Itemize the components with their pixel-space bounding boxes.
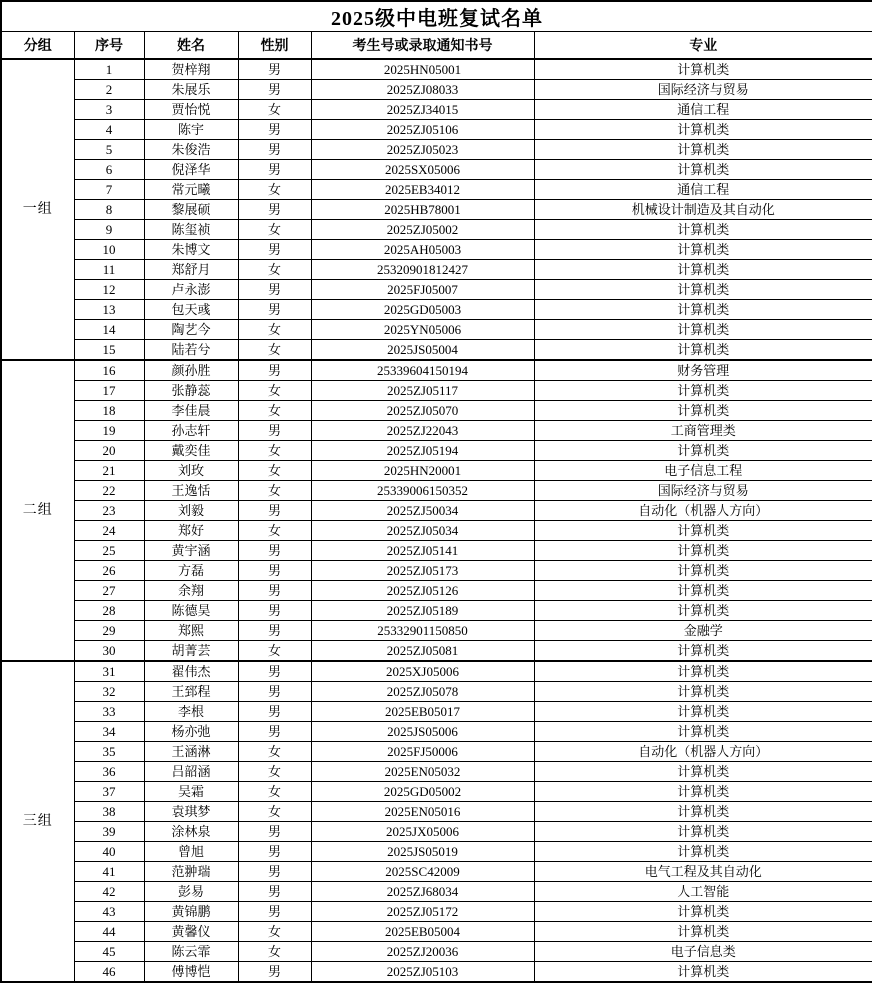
- row-id-cell: 2025ZJ05002: [311, 220, 534, 240]
- table-row: [1, 300, 872, 320]
- row-id-cell: 2025HN05001: [311, 59, 534, 80]
- table-row: [1, 822, 872, 842]
- table-row: [1, 461, 872, 481]
- row-major-cell: 金融学: [534, 621, 872, 641]
- table-row: [1, 59, 872, 80]
- row-name-cell: 朱博文: [144, 240, 238, 260]
- row-no-cell: 42: [74, 882, 144, 902]
- row-no-cell: 24: [74, 521, 144, 541]
- row-no-cell: 8: [74, 200, 144, 220]
- group-label-cell: 三组: [1, 661, 74, 982]
- row-id-cell: 2025HN20001: [311, 461, 534, 481]
- table-row: [1, 722, 872, 742]
- row-major-cell: 计算机类: [534, 822, 872, 842]
- row-gender-cell: 女: [238, 220, 311, 240]
- row-gender-cell: 男: [238, 360, 311, 381]
- row-major-cell: 自动化（机器人方向）: [534, 742, 872, 762]
- table-row: [1, 240, 872, 260]
- row-id-cell: 2025ZJ08033: [311, 80, 534, 100]
- row-name-cell: 贾怡悦: [144, 100, 238, 120]
- row-major-cell: 计算机类: [534, 340, 872, 361]
- row-major-cell: 计算机类: [534, 140, 872, 160]
- table-row: [1, 561, 872, 581]
- row-major-cell: 计算机类: [534, 240, 872, 260]
- row-gender-cell: 女: [238, 320, 311, 340]
- row-id-cell: 25339006150352: [311, 481, 534, 501]
- row-major-cell: 计算机类: [534, 561, 872, 581]
- row-major-cell: 计算机类: [534, 601, 872, 621]
- row-gender-cell: 男: [238, 240, 311, 260]
- table-row: [1, 521, 872, 541]
- row-major-cell: 计算机类: [534, 922, 872, 942]
- row-id-cell: 2025ZJ05117: [311, 381, 534, 401]
- row-gender-cell: 男: [238, 862, 311, 882]
- table-row: [1, 220, 872, 240]
- table-row: [1, 762, 872, 782]
- column-header-id: 考生号或录取通知书号: [311, 32, 534, 60]
- row-gender-cell: 女: [238, 782, 311, 802]
- row-name-cell: 李根: [144, 702, 238, 722]
- row-no-cell: 21: [74, 461, 144, 481]
- table-row: [1, 601, 872, 621]
- row-name-cell: 朱俊浩: [144, 140, 238, 160]
- row-name-cell: 余翔: [144, 581, 238, 601]
- row-no-cell: 7: [74, 180, 144, 200]
- row-gender-cell: 女: [238, 100, 311, 120]
- row-name-cell: 王逸恬: [144, 481, 238, 501]
- table-row: [1, 501, 872, 521]
- row-gender-cell: 女: [238, 381, 311, 401]
- row-no-cell: 35: [74, 742, 144, 762]
- title-row: [1, 1, 872, 32]
- row-name-cell: 郑舒月: [144, 260, 238, 280]
- row-gender-cell: 女: [238, 742, 311, 762]
- row-gender-cell: 男: [238, 581, 311, 601]
- row-id-cell: 2025ZJ05189: [311, 601, 534, 621]
- row-no-cell: 31: [74, 661, 144, 682]
- row-major-cell: 电气工程及其自动化: [534, 862, 872, 882]
- row-name-cell: 孙志轩: [144, 421, 238, 441]
- row-major-cell: 计算机类: [534, 722, 872, 742]
- table-row: [1, 340, 872, 361]
- row-major-cell: 国际经济与贸易: [534, 481, 872, 501]
- row-major-cell: 计算机类: [534, 280, 872, 300]
- row-major-cell: 计算机类: [534, 59, 872, 80]
- row-id-cell: 2025EB05004: [311, 922, 534, 942]
- row-name-cell: 李佳晨: [144, 401, 238, 421]
- header-row: [1, 32, 872, 60]
- row-major-cell: 计算机类: [534, 320, 872, 340]
- row-major-cell: 计算机类: [534, 120, 872, 140]
- row-id-cell: 2025GD05003: [311, 300, 534, 320]
- table-row: [1, 421, 872, 441]
- table-row: [1, 481, 872, 501]
- row-no-cell: 18: [74, 401, 144, 421]
- row-gender-cell: 男: [238, 200, 311, 220]
- row-no-cell: 26: [74, 561, 144, 581]
- table-row: [1, 862, 872, 882]
- row-gender-cell: 女: [238, 641, 311, 662]
- row-gender-cell: 女: [238, 260, 311, 280]
- row-name-cell: 倪泽华: [144, 160, 238, 180]
- row-gender-cell: 女: [238, 762, 311, 782]
- row-no-cell: 44: [74, 922, 144, 942]
- row-id-cell: 2025JX05006: [311, 822, 534, 842]
- row-major-cell: 计算机类: [534, 842, 872, 862]
- row-name-cell: 陈玺祯: [144, 220, 238, 240]
- row-no-cell: 14: [74, 320, 144, 340]
- row-major-cell: 计算机类: [534, 300, 872, 320]
- row-name-cell: 包天彧: [144, 300, 238, 320]
- row-gender-cell: 女: [238, 401, 311, 421]
- row-no-cell: 45: [74, 942, 144, 962]
- table-row: [1, 962, 872, 983]
- row-id-cell: 2025ZJ05081: [311, 641, 534, 662]
- row-id-cell: 2025SX05006: [311, 160, 534, 180]
- row-no-cell: 11: [74, 260, 144, 280]
- row-id-cell: 2025FJ50006: [311, 742, 534, 762]
- row-no-cell: 5: [74, 140, 144, 160]
- row-no-cell: 43: [74, 902, 144, 922]
- row-major-cell: 电子信息工程: [534, 461, 872, 481]
- table-row: [1, 120, 872, 140]
- table-row: [1, 541, 872, 561]
- row-gender-cell: 女: [238, 340, 311, 361]
- row-gender-cell: 男: [238, 561, 311, 581]
- row-major-cell: 计算机类: [534, 641, 872, 662]
- row-no-cell: 16: [74, 360, 144, 381]
- row-gender-cell: 男: [238, 160, 311, 180]
- row-no-cell: 46: [74, 962, 144, 983]
- row-id-cell: 2025AH05003: [311, 240, 534, 260]
- table-row: [1, 160, 872, 180]
- table-row: [1, 140, 872, 160]
- row-name-cell: 彭易: [144, 882, 238, 902]
- table-row: [1, 942, 872, 962]
- row-major-cell: 计算机类: [534, 160, 872, 180]
- row-name-cell: 曾旭: [144, 842, 238, 862]
- column-header-group: 分组: [1, 32, 74, 60]
- table-row: [1, 782, 872, 802]
- row-major-cell: 计算机类: [534, 902, 872, 922]
- row-id-cell: 2025SC42009: [311, 862, 534, 882]
- row-gender-cell: 男: [238, 882, 311, 902]
- row-id-cell: 2025HB78001: [311, 200, 534, 220]
- row-no-cell: 41: [74, 862, 144, 882]
- row-no-cell: 20: [74, 441, 144, 461]
- row-no-cell: 39: [74, 822, 144, 842]
- row-name-cell: 郑熙: [144, 621, 238, 641]
- row-major-cell: 通信工程: [534, 180, 872, 200]
- row-id-cell: 2025EN05032: [311, 762, 534, 782]
- row-id-cell: 2025EB05017: [311, 702, 534, 722]
- table-row: [1, 581, 872, 601]
- row-name-cell: 黄锦鹏: [144, 902, 238, 922]
- row-id-cell: 2025ZJ05172: [311, 902, 534, 922]
- row-name-cell: 杨亦弛: [144, 722, 238, 742]
- row-no-cell: 30: [74, 641, 144, 662]
- row-gender-cell: 男: [238, 120, 311, 140]
- column-header-no: 序号: [74, 32, 144, 60]
- row-no-cell: 9: [74, 220, 144, 240]
- row-no-cell: 28: [74, 601, 144, 621]
- row-name-cell: 黄宇涵: [144, 541, 238, 561]
- row-id-cell: 2025ZJ20036: [311, 942, 534, 962]
- row-name-cell: 黄馨仪: [144, 922, 238, 942]
- table-row: [1, 621, 872, 641]
- row-name-cell: 范翀瑞: [144, 862, 238, 882]
- row-no-cell: 25: [74, 541, 144, 561]
- row-no-cell: 32: [74, 682, 144, 702]
- row-name-cell: 陈云霏: [144, 942, 238, 962]
- row-id-cell: 2025ZJ05023: [311, 140, 534, 160]
- row-major-cell: 计算机类: [534, 782, 872, 802]
- row-id-cell: 2025ZJ05103: [311, 962, 534, 983]
- row-major-cell: 财务管理: [534, 360, 872, 381]
- row-id-cell: 2025JS05006: [311, 722, 534, 742]
- row-major-cell: 计算机类: [534, 962, 872, 983]
- row-major-cell: 人工智能: [534, 882, 872, 902]
- row-name-cell: 常元曦: [144, 180, 238, 200]
- row-major-cell: 计算机类: [534, 541, 872, 561]
- row-no-cell: 29: [74, 621, 144, 641]
- row-gender-cell: 女: [238, 461, 311, 481]
- table-row: [1, 702, 872, 722]
- row-name-cell: 刘毅: [144, 501, 238, 521]
- row-name-cell: 朱展乐: [144, 80, 238, 100]
- row-no-cell: 15: [74, 340, 144, 361]
- row-major-cell: 机械设计制造及其自动化: [534, 200, 872, 220]
- table-row: [1, 80, 872, 100]
- row-id-cell: 2025JS05004: [311, 340, 534, 361]
- row-major-cell: 计算机类: [534, 401, 872, 421]
- row-major-cell: 计算机类: [534, 661, 872, 682]
- row-gender-cell: 女: [238, 521, 311, 541]
- row-id-cell: 2025ZJ05194: [311, 441, 534, 461]
- row-major-cell: 计算机类: [534, 381, 872, 401]
- row-name-cell: 戴奕佳: [144, 441, 238, 461]
- row-major-cell: 计算机类: [534, 802, 872, 822]
- row-major-cell: 通信工程: [534, 100, 872, 120]
- row-id-cell: 2025EN05016: [311, 802, 534, 822]
- table-row: [1, 441, 872, 461]
- group-label-cell: 二组: [1, 360, 74, 661]
- row-name-cell: 陈宇: [144, 120, 238, 140]
- table-row: [1, 682, 872, 702]
- row-id-cell: 25332901150850: [311, 621, 534, 641]
- row-no-cell: 22: [74, 481, 144, 501]
- row-name-cell: 袁琪梦: [144, 802, 238, 822]
- row-gender-cell: 女: [238, 180, 311, 200]
- row-id-cell: 2025ZJ50034: [311, 501, 534, 521]
- row-gender-cell: 男: [238, 541, 311, 561]
- row-gender-cell: 男: [238, 621, 311, 641]
- row-no-cell: 23: [74, 501, 144, 521]
- column-header-major: 专业: [534, 32, 872, 60]
- group-label-cell: 一组: [1, 59, 74, 360]
- row-id-cell: 2025GD05002: [311, 782, 534, 802]
- row-name-cell: 张静蕊: [144, 381, 238, 401]
- row-name-cell: 方磊: [144, 561, 238, 581]
- row-name-cell: 王郅程: [144, 682, 238, 702]
- row-major-cell: 计算机类: [534, 441, 872, 461]
- row-no-cell: 37: [74, 782, 144, 802]
- table-row: [1, 902, 872, 922]
- row-id-cell: 2025FJ05007: [311, 280, 534, 300]
- page-title: 2025级中电班复试名单: [1, 1, 872, 32]
- row-gender-cell: 男: [238, 722, 311, 742]
- table-row: [1, 260, 872, 280]
- row-no-cell: 36: [74, 762, 144, 782]
- row-id-cell: 2025YN05006: [311, 320, 534, 340]
- row-gender-cell: 女: [238, 942, 311, 962]
- table-row: [1, 641, 872, 662]
- row-name-cell: 卢永澎: [144, 280, 238, 300]
- row-name-cell: 黎展硕: [144, 200, 238, 220]
- row-gender-cell: 女: [238, 922, 311, 942]
- row-name-cell: 陶艺今: [144, 320, 238, 340]
- row-id-cell: 2025ZJ05126: [311, 581, 534, 601]
- row-no-cell: 6: [74, 160, 144, 180]
- row-major-cell: 计算机类: [534, 220, 872, 240]
- row-major-cell: 计算机类: [534, 702, 872, 722]
- row-major-cell: 计算机类: [534, 682, 872, 702]
- table-row: [1, 882, 872, 902]
- row-gender-cell: 男: [238, 280, 311, 300]
- row-id-cell: 2025ZJ22043: [311, 421, 534, 441]
- row-major-cell: 计算机类: [534, 521, 872, 541]
- row-no-cell: 34: [74, 722, 144, 742]
- row-no-cell: 4: [74, 120, 144, 140]
- table-row: [1, 280, 872, 300]
- row-gender-cell: 男: [238, 80, 311, 100]
- row-id-cell: 2025ZJ05141: [311, 541, 534, 561]
- row-gender-cell: 男: [238, 702, 311, 722]
- row-id-cell: 2025EB34012: [311, 180, 534, 200]
- row-name-cell: 王涵淋: [144, 742, 238, 762]
- row-no-cell: 13: [74, 300, 144, 320]
- row-no-cell: 40: [74, 842, 144, 862]
- table-row: [1, 320, 872, 340]
- row-no-cell: 2: [74, 80, 144, 100]
- row-name-cell: 贺梓翔: [144, 59, 238, 80]
- row-no-cell: 38: [74, 802, 144, 822]
- row-major-cell: 工商管理类: [534, 421, 872, 441]
- row-gender-cell: 男: [238, 59, 311, 80]
- table-row: [1, 100, 872, 120]
- row-major-cell: 计算机类: [534, 581, 872, 601]
- row-name-cell: 胡菁芸: [144, 641, 238, 662]
- row-gender-cell: 男: [238, 421, 311, 441]
- row-gender-cell: 男: [238, 842, 311, 862]
- row-gender-cell: 男: [238, 501, 311, 521]
- row-name-cell: 吕韶涵: [144, 762, 238, 782]
- row-gender-cell: 男: [238, 902, 311, 922]
- table-row: [1, 661, 872, 682]
- row-id-cell: 25339604150194: [311, 360, 534, 381]
- column-header-name: 姓名: [144, 32, 238, 60]
- row-name-cell: 陈德昊: [144, 601, 238, 621]
- row-gender-cell: 男: [238, 822, 311, 842]
- row-major-cell: 自动化（机器人方向）: [534, 501, 872, 521]
- row-name-cell: 颜孙胜: [144, 360, 238, 381]
- row-major-cell: 计算机类: [534, 762, 872, 782]
- row-name-cell: 傅博恺: [144, 962, 238, 983]
- row-id-cell: 2025ZJ34015: [311, 100, 534, 120]
- row-name-cell: 陆若兮: [144, 340, 238, 361]
- row-no-cell: 3: [74, 100, 144, 120]
- row-no-cell: 10: [74, 240, 144, 260]
- row-name-cell: 翟伟杰: [144, 661, 238, 682]
- table-row: [1, 381, 872, 401]
- roster-body: [1, 59, 872, 982]
- row-major-cell: 电子信息类: [534, 942, 872, 962]
- row-name-cell: 刘玫: [144, 461, 238, 481]
- row-no-cell: 27: [74, 581, 144, 601]
- row-gender-cell: 男: [238, 661, 311, 682]
- column-header-gender: 性别: [238, 32, 311, 60]
- row-name-cell: 郑好: [144, 521, 238, 541]
- row-gender-cell: 女: [238, 802, 311, 822]
- row-major-cell: 计算机类: [534, 260, 872, 280]
- row-gender-cell: 女: [238, 481, 311, 501]
- row-gender-cell: 女: [238, 441, 311, 461]
- row-no-cell: 1: [74, 59, 144, 80]
- row-id-cell: 2025JS05019: [311, 842, 534, 862]
- table-row: [1, 742, 872, 762]
- row-id-cell: 2025ZJ05034: [311, 521, 534, 541]
- table-row: [1, 360, 872, 381]
- row-id-cell: 2025ZJ68034: [311, 882, 534, 902]
- table-row: [1, 401, 872, 421]
- row-no-cell: 17: [74, 381, 144, 401]
- table-row: [1, 802, 872, 822]
- row-gender-cell: 男: [238, 300, 311, 320]
- table-row: [1, 180, 872, 200]
- row-id-cell: 2025ZJ05173: [311, 561, 534, 581]
- row-no-cell: 12: [74, 280, 144, 300]
- row-no-cell: 19: [74, 421, 144, 441]
- row-id-cell: 2025XJ05006: [311, 661, 534, 682]
- table-row: [1, 842, 872, 862]
- row-id-cell: 2025ZJ05070: [311, 401, 534, 421]
- row-id-cell: 2025ZJ05106: [311, 120, 534, 140]
- row-no-cell: 33: [74, 702, 144, 722]
- row-major-cell: 国际经济与贸易: [534, 80, 872, 100]
- table-row: [1, 922, 872, 942]
- row-id-cell: 25320901812427: [311, 260, 534, 280]
- table-row: [1, 200, 872, 220]
- row-id-cell: 2025ZJ05078: [311, 682, 534, 702]
- row-gender-cell: 男: [238, 601, 311, 621]
- row-gender-cell: 男: [238, 962, 311, 983]
- row-name-cell: 涂林泉: [144, 822, 238, 842]
- row-name-cell: 吴霜: [144, 782, 238, 802]
- row-gender-cell: 男: [238, 682, 311, 702]
- row-gender-cell: 男: [238, 140, 311, 160]
